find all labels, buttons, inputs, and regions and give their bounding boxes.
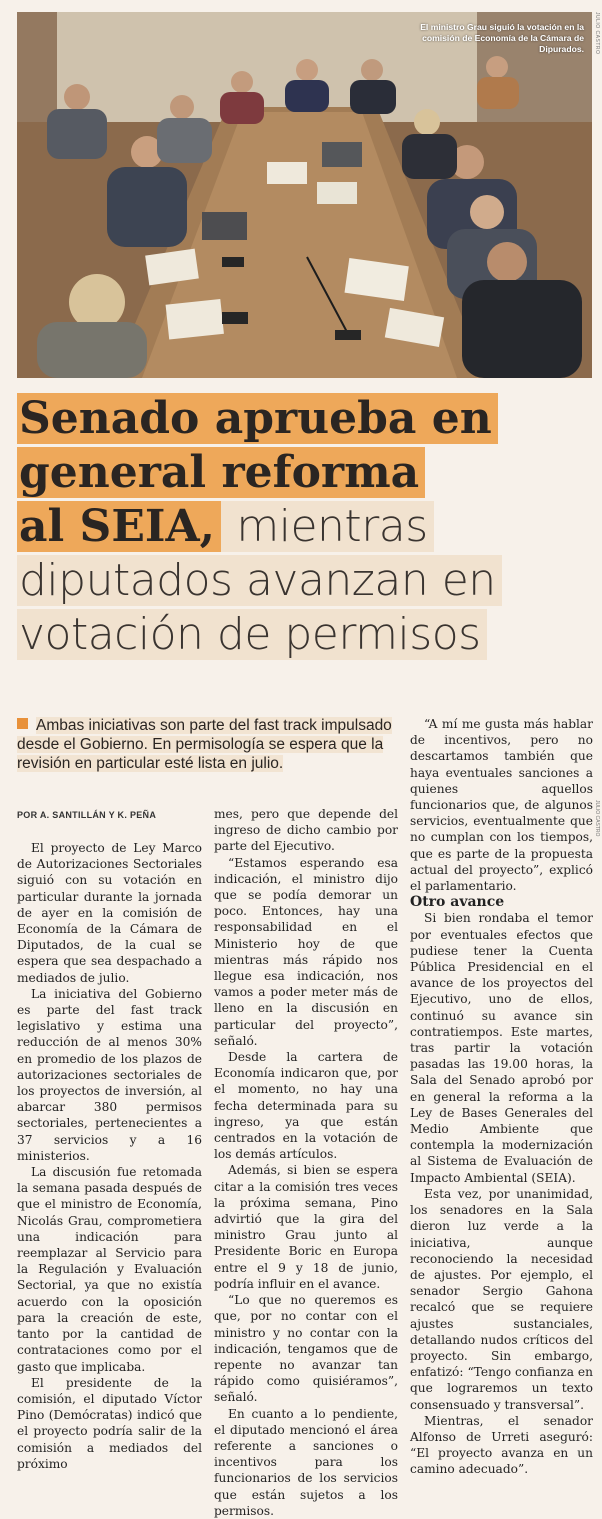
square-bullet-icon	[17, 718, 28, 729]
lead-text: Ambas iniciativas son parte del fast track impulsado desde el Gobierno. En permisología se espera que la revisión en particular esté lista en julio.	[17, 717, 392, 772]
paragraph: “A mí me gusta más hablar de incentivos, pero no descartamos también que haya eventuales sanciones a quienes aquellos funcionarios que, de algunos servicios, eventualmente que no cumplan con los tiempos, que es parte de la propuesta actual del proyecto”, explicó el parlamentario.	[410, 717, 593, 894]
headline	[17, 392, 592, 662]
paragraph: El proyecto de Ley Marco de Autorizaciones Sectoriales siguió con su votación en particular durante la jornada de ayer en la comisión de Economía de la Cámara de Diputados, de la cual se espera que sea despachado a mediados de julio.	[17, 841, 202, 985]
paragraph: “Lo que no queremos es que, por no contar con el ministro y no contar con la indicación, tengamos que de repente no avanzar tan rápido como quisiéramos”, señaló.	[214, 1293, 398, 1405]
paragraph: La discusión fue retomada la semana pasada después de que el ministro de Economía, Nicolás Grau, comprometiera una indicación para reemplazar al Servicio para la Regulación y Evaluación Sectorial, ya que no existía acuerdo con la oposición para la creación de este, tanto por la cantidad de contrataciones como por el gasto que implicaba.	[17, 1165, 202, 1374]
paragraph: Si bien rondaba el temor por eventuales efectos que pudiese tener la Cuenta Pública Presidencial en el avance de los proyectos del Ejecutivo, uno de ellos, continuó su avance sin contratiempos. Este martes, tras partir la votación pasadas las 19.00 horas, la Sala del Senado aprobó por en general la reforma a la Ley de Bases Generales del Medio Ambiente que contempla la modernización al Sistema de Evaluación de Impacto Ambiental (SEIA).	[410, 911, 593, 1185]
headline-line-5: votación de permisos	[17, 609, 487, 660]
headline-line-3-bold: al SEIA,	[17, 501, 221, 552]
paragraph: Además, si bien se espera citar a la comisión tres veces la próxima semana, Pino advirtió que la gira del ministro Grau junto al Presidente Boric en Europa entre el 9 y 18 de junio, podría influir en el avance.	[214, 1163, 398, 1291]
photo-credit: JULIO CASTRO	[594, 12, 600, 55]
subheading: Otro avance	[410, 894, 505, 911]
paragraph: “Estamos esperando esa indicación, el ministro dijo que se podía demorar un poco. Entonces, hay una responsabilidad en el Ministerio hoy de que mientras más rápido nos llegue esa indicación, nos vamos a poder meter más de lleno en la discusión en particular del proyecto”, señaló.	[214, 855, 398, 1048]
headline-line-2: general reforma	[17, 447, 425, 498]
meeting-room-illustration	[17, 12, 592, 378]
column-1	[17, 840, 202, 1472]
paragraph: La iniciativa del Gobierno es parte del fast track legislativo y estima una reducción de al menos 30% en promedio de los plazos de autorizaciones sectoriales de los proyectos de inversión, al abarcar 380 permisos sectoriales, pertenecientes a 37 servicios y a 16 ministerios.	[17, 986, 202, 1163]
paragraph: En cuanto a lo pendiente, el diputado mencionó el área referente a sanciones o incentivos para los funcionarios de los servicios que están sujetos a los permisos.	[214, 1406, 398, 1518]
column-2	[214, 806, 398, 1519]
headline-line-1: Senado aprueba en	[17, 393, 498, 444]
text-credit: JULIO CASTRO	[594, 800, 600, 837]
paragraph: Esta vez, por unanimidad, los senadores en la Sala dieron luz verde a la iniciativa, aunque reconociendo la necesidad de ajustes. Por ejemplo, el senador Sergio Gahona recalcó que se requiere ajustes sustanciales, detallando nudos críticos del proyecto. Sin embargo, enfatizó: “Tengo confianza en que lograremos un texto consensuado y transversal”.	[410, 1186, 593, 1412]
column-3	[410, 716, 593, 1478]
paragraph: Mientras, el senador Alfonso de Urreti aseguró: “El proyecto avanza en un camino adecuado”.	[410, 1413, 593, 1477]
paragraph: mes, pero que depende del ingreso de dicho cambio por parte del Ejecutivo.	[214, 807, 398, 854]
lead-summary	[17, 716, 397, 773]
article-photo	[17, 12, 592, 378]
headline-line-4: diputados avanzan en	[17, 555, 502, 606]
byline: POR A. SANTILLÁN Y K. PEÑA	[17, 810, 157, 820]
paragraph: Desde la cartera de Economía indicaron que, por el momento, no hay una fecha determinada para su ingreso, ya que están centrados en la votación de los demás artículos.	[214, 1050, 398, 1162]
headline-line-3-light: mientras	[221, 501, 434, 552]
photo-caption: El ministro Grau siguió la votación en la comisión de Economía de la Cámara de Dipurados.	[420, 22, 584, 54]
paragraph: El presidente de la comisión, el diputado Víctor Pino (Demócratas) indicó que el proyecto podría salir de la comisión a mediados del próximo	[17, 1375, 202, 1471]
